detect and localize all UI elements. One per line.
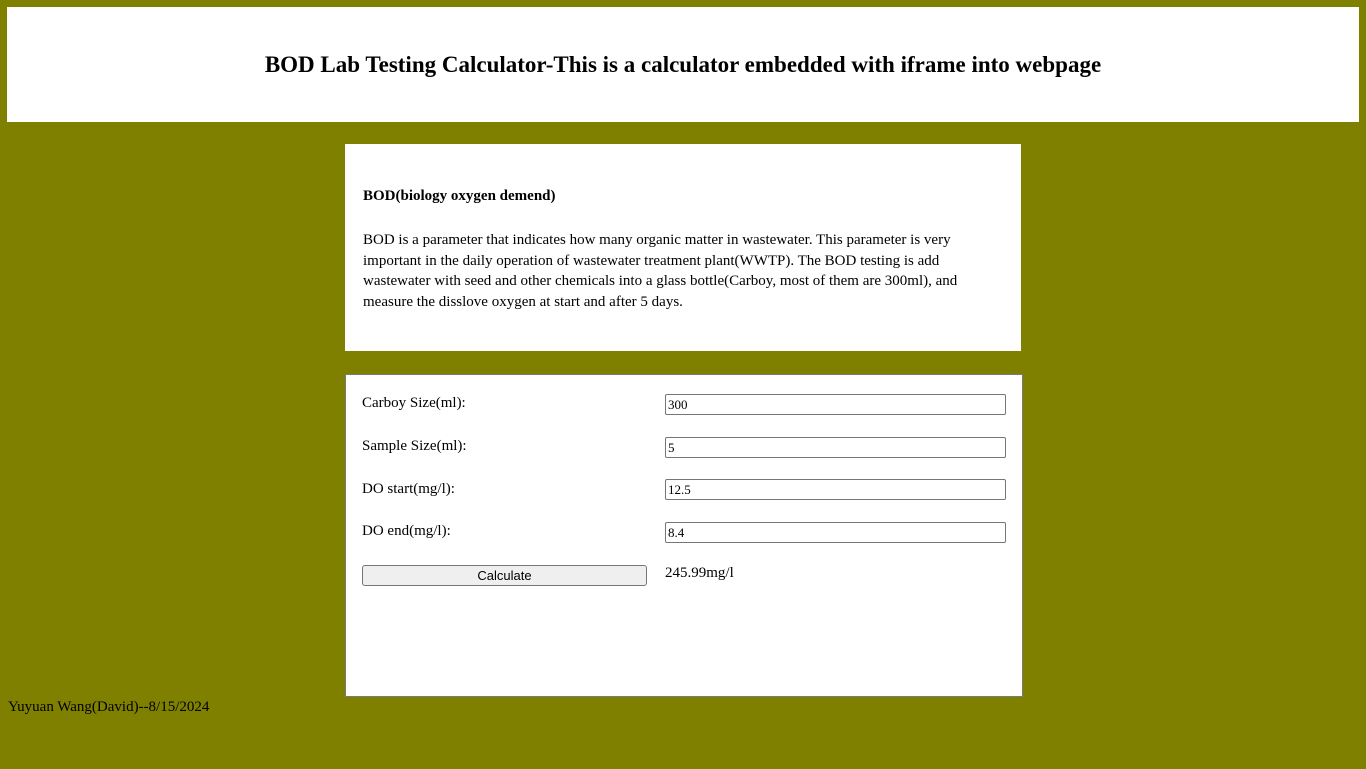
info-paragraph: BOD is a parameter that indicates how many organic matter in wastewater. This parameter is very important in the daily operation of wastewater treatment plant(WWTP). The BOD testing is add wastewater with seed and other chemicals into a glass bottle(Carboy, most of them are 300ml), and measure the disslove oxygen at start and after 5 days. xyxy=(363,232,958,310)
sample-size-label: Sample Size(ml): xyxy=(362,438,467,454)
carboy-size-input[interactable] xyxy=(665,394,1006,415)
bod-result: 245.99mg/l xyxy=(665,565,734,581)
footer-credit: Yuyuan Wang(David)--8/15/2024 xyxy=(8,699,210,715)
calculate-button[interactable]: Calculate xyxy=(362,565,647,586)
do-start-label: DO start(mg/l): xyxy=(362,481,455,497)
carboy-size-label: Carboy Size(ml): xyxy=(362,395,466,411)
do-start-input[interactable] xyxy=(665,479,1006,500)
page-header xyxy=(7,7,1359,122)
do-end-input[interactable] xyxy=(665,522,1006,543)
bod-info-card xyxy=(345,144,1021,351)
calculator-iframe xyxy=(345,374,1023,697)
do-end-label: DO end(mg/l): xyxy=(362,523,451,539)
info-heading: BOD(biology oxygen demend) xyxy=(363,188,556,204)
page-title: BOD Lab Testing Calculator-This is a calculator embedded with iframe into webpage xyxy=(264,51,1102,77)
sample-size-input[interactable] xyxy=(665,437,1006,458)
